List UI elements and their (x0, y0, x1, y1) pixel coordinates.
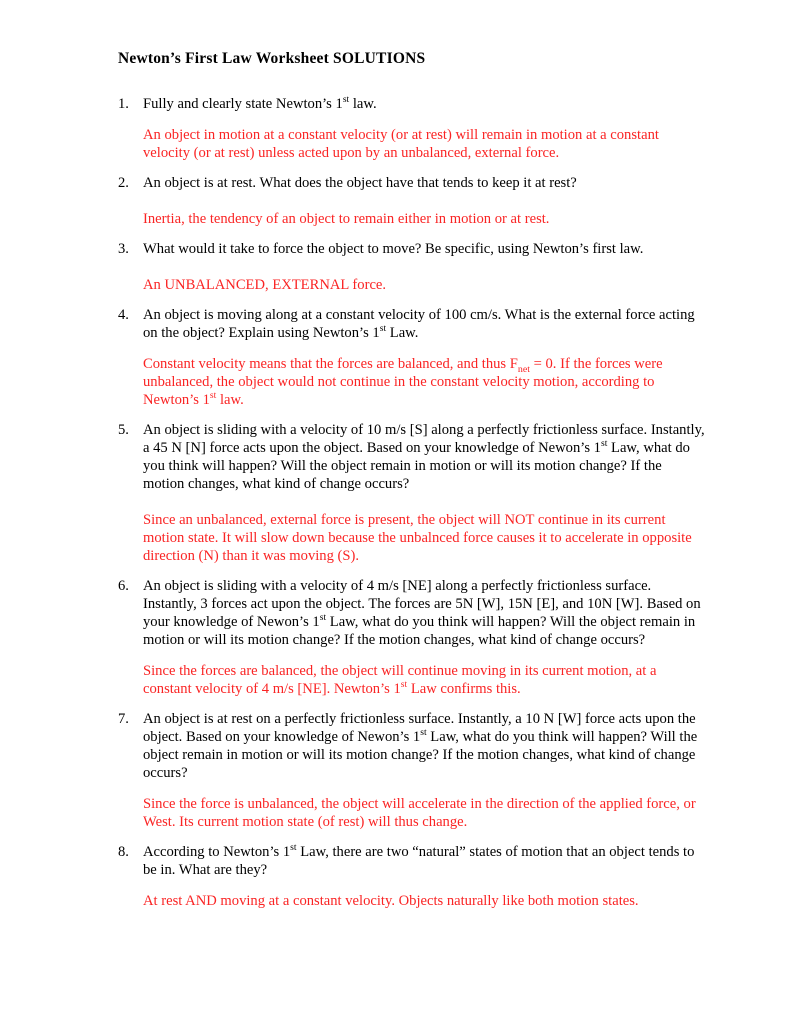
text-run: Law, what do you think will happen? Will the object remain in motion or will its motion change? If the motion changes, what kind of change occurs? (143, 613, 696, 648)
question-answer-item (118, 306, 705, 409)
text-run: An object in motion at a constant velocity (or at rest) will remain in motion at a constant velocity (or at rest) unless acted upon by an unbalanced, external force. (143, 126, 659, 161)
question-answer-item (118, 710, 705, 831)
text-run: law. (216, 391, 244, 408)
question-row (118, 421, 705, 493)
question-text (143, 306, 705, 342)
answer-text (143, 795, 705, 831)
question-row (118, 174, 705, 192)
answer-text (143, 662, 705, 698)
question-row (118, 843, 705, 879)
question-text (143, 95, 705, 113)
question-text (143, 710, 705, 782)
question-text (143, 843, 705, 879)
superscript-ordinal: st (420, 726, 427, 738)
superscript-ordinal: st (290, 841, 297, 853)
text-run: Since the force is unbalanced, the object will accelerate in the direction of the applied force, or West. Its current motion state (of rest) will thus change. (143, 795, 696, 830)
subscript-label: net (517, 363, 530, 375)
superscript-ordinal: st (600, 437, 608, 449)
question-answer-item (118, 240, 705, 294)
question-text (143, 577, 705, 649)
text-run: An object is sliding with a velocity of 10 m/s [S] along a perfectly frictionless surface. Instantly, a 45 N [N] force acts upon the object. Based on your knowledge of Newon’s 1 (143, 421, 705, 456)
text-run: law. (349, 95, 377, 112)
question-text (143, 421, 705, 493)
superscript-ordinal: st (379, 322, 387, 334)
page-title: Newton’s First Law Worksheet SOLUTIONS (118, 50, 426, 67)
question-answer-item (118, 95, 705, 162)
question-number: 1. (118, 95, 129, 112)
text-run: Law. (386, 324, 419, 341)
question-number: 6. (118, 577, 129, 594)
text-run: According to Newton’s 1 (143, 843, 291, 860)
question-answer-item (118, 174, 705, 228)
text-run: Constant velocity means that the forces are balanced, and thus F (143, 355, 518, 372)
question-text (143, 240, 705, 258)
text-run: An object is at rest. What does the object have that tends to keep it at rest? (143, 174, 577, 191)
text-run: An object is at rest on a perfectly frictionless surface. Instantly, a 10 N [W] force acts upon the object. Based on your knowledge of Newon’s 1 (143, 710, 696, 745)
superscript-ordinal: st (209, 389, 217, 401)
answer-text (143, 126, 705, 162)
superscript-ordinal: st (400, 678, 408, 690)
question-row (118, 95, 705, 113)
question-text (143, 174, 705, 192)
question-answer-item (118, 421, 705, 565)
question-number: 8. (118, 843, 129, 860)
text-run: Since the forces are balanced, the object will continue moving in its current motion, at a constant velocity of 4 m/s [NE]. Newton’s 1 (143, 662, 657, 697)
answer-text (143, 276, 705, 294)
text-run: An object is moving along at a constant velocity of 100 cm/s. What is the external force acting on the object? Explain using Newton’s 1 (143, 306, 695, 341)
question-number: 5. (118, 421, 129, 438)
text-run: Law, what do you think will happen? Will the object remain in motion or will its motion change? If the motion changes, what kind of change occurs? (143, 728, 698, 781)
question-number: 3. (118, 240, 129, 257)
text-run: An object is sliding with a velocity of 4 m/s [NE] along a perfectly frictionless surface. Instantly, 3 forces act upon the object. The forces are 5N [W], 15N [E], and 10N [W]. Based on your knowledge of Newon’s 1 (143, 577, 701, 630)
question-answer-item (118, 577, 705, 698)
question-row (118, 240, 705, 258)
answer-text (143, 210, 705, 228)
answer-text (143, 892, 705, 910)
question-number: 2. (118, 174, 129, 191)
answer-text (143, 511, 705, 565)
question-number: 7. (118, 710, 129, 727)
text-run: Since an unbalanced, external force is present, the object will NOT continue in its current motion state. It will slow down because the unbalnced force causes it to accelerate in opposite direction (N) than it was moving (S). (143, 511, 692, 564)
text-run: An UNBALANCED, EXTERNAL force. (143, 276, 387, 293)
text-run: Fully and clearly state Newton’s 1 (143, 95, 343, 112)
text-run: Law, what do you think will happen? Will the object remain in motion or will its motion change? If the motion changes, what kind of change occurs? (143, 439, 690, 492)
text-run: Law, there are two “natural” states of motion that an object tends to be in. What are they? (143, 843, 695, 878)
text-run: What would it take to force the object to move? Be specific, using Newton’s first law. (143, 240, 644, 257)
text-run: = 0. If the forces were unbalanced, the object would not continue in the constant velocity motion, according to Newton’s 1 (143, 355, 663, 408)
text-run: Inertia, the tendency of an object to remain either in motion or at rest. (143, 210, 550, 227)
text-run: Law confirms this. (407, 680, 521, 697)
question-row (118, 306, 705, 342)
superscript-ordinal: st (319, 611, 327, 623)
question-number: 4. (118, 306, 129, 323)
text-run: At rest AND moving at a constant velocity. Objects naturally like both motion states. (143, 892, 639, 909)
question-answer-item (118, 843, 705, 910)
question-answer-list (118, 95, 705, 910)
question-row (118, 710, 705, 782)
answer-text (143, 355, 705, 409)
question-row (118, 577, 705, 649)
superscript-ordinal: st (342, 93, 350, 105)
